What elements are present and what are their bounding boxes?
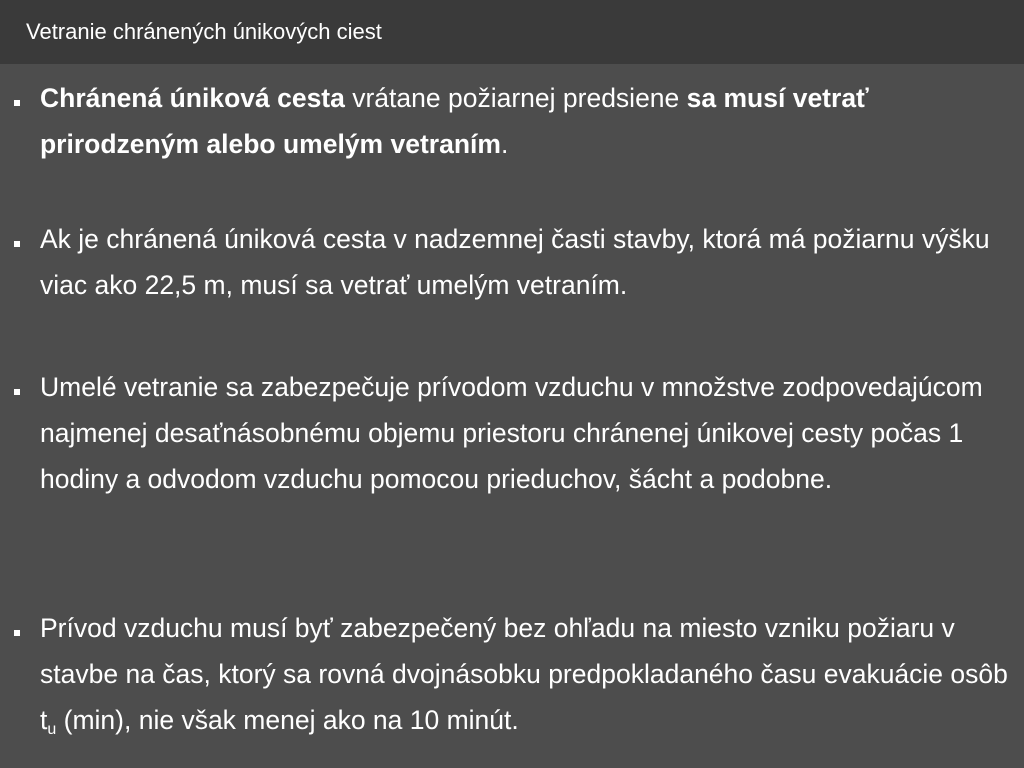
bullet-text — [40, 605, 1020, 743]
bold-phrase: sa musí vetrať prirodzeným alebo umelým vetraním — [40, 83, 869, 159]
slide-title: Vetranie chránených únikových ciest — [26, 19, 382, 44]
bullet-text — [40, 75, 1020, 167]
square-bullet-icon — [14, 241, 20, 247]
square-bullet-icon — [14, 389, 20, 395]
square-bullet-icon — [14, 100, 20, 106]
text-run: vrátane požiarnej predsiene — [344, 83, 687, 113]
text-run: . — [500, 129, 509, 159]
bullet-text: Ak je chránená úniková cesta v nadzemnej časti stavby, ktorá má požiarnu výšku viac ako 22,5 m, musí sa vetrať umelým vetraním. — [40, 224, 990, 300]
text-run: (min), nie však menej ako na 10 minút. — [56, 705, 519, 735]
bullet-text: Umelé vetranie sa zabezpečuje prívodom vzduchu v množstve zodpovedajúcom najmenej desaťnásobnému objemu priestoru chránenej únikovej cesty počas 1 hodiny a odvodom vzduchu pomocou prieduchov, šácht a podobne. — [40, 372, 983, 494]
text-run: Prívod vzduchu musí byť zabezpečený bez ohľadu na miesto vzniku požiaru v stavbe na čas, ktorý sa rovná dvojnásobku predpokladaného času evakuácie osôb t — [40, 613, 1008, 735]
bold-phrase: Chránená úniková cesta — [40, 83, 345, 113]
square-bullet-icon — [14, 630, 20, 636]
subscript: u — [47, 721, 57, 738]
